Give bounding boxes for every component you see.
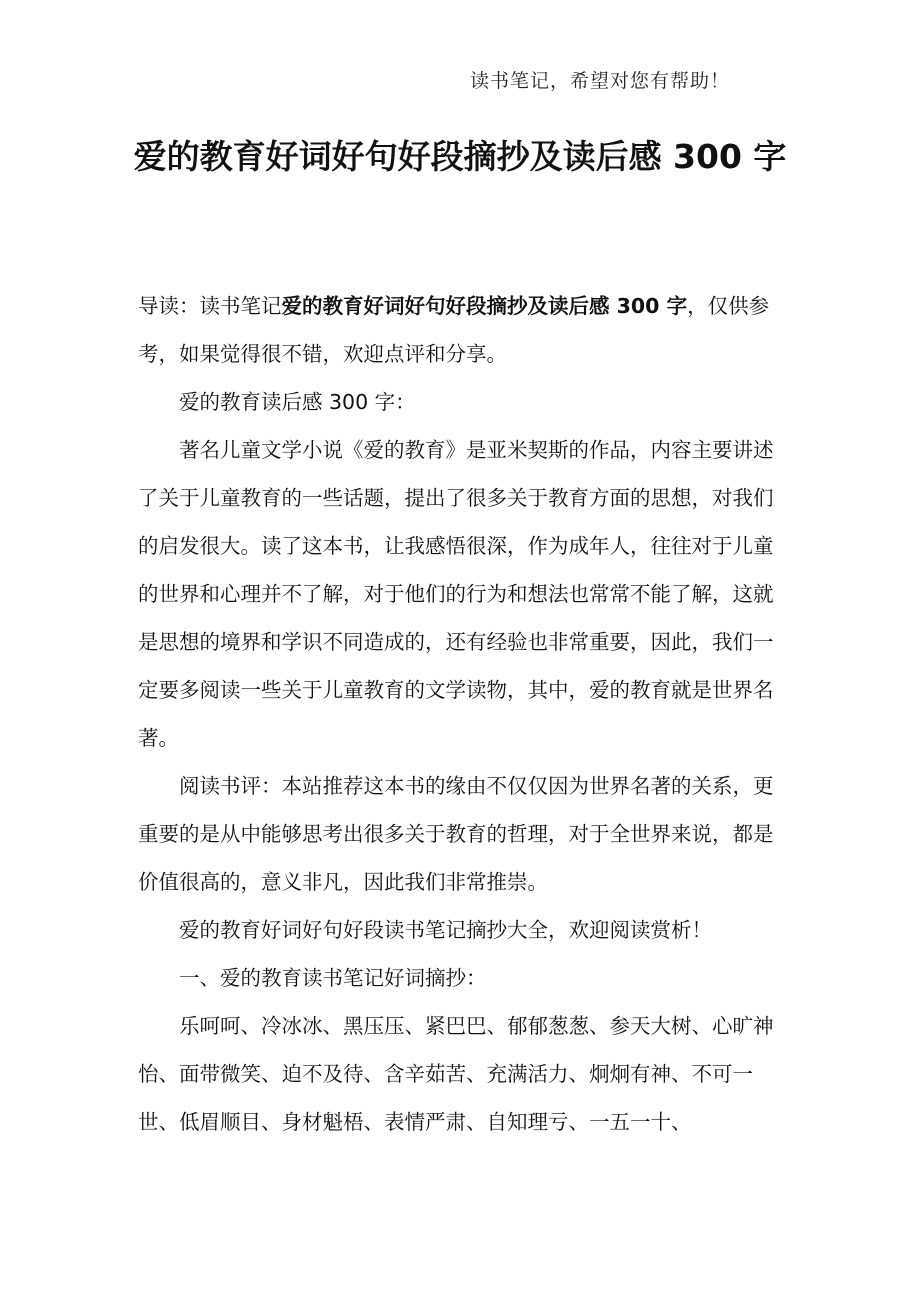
- section-heading-words: 一、爱的教育读书笔记好词摘抄：: [179, 966, 487, 990]
- book-review-paragraph: 阅读书评：本站推荐这本书的缘由不仅仅因为世界名著的关系，更重要的是从中能够思考出很多关于教育的哲理，对于全世界来说，都是价值很高的，意义非凡，因此我们非常推崇。: [138, 774, 774, 894]
- intro-suffix: ，仅供参考，如果觉得很不错，欢迎点评和分享。: [138, 294, 770, 366]
- page-title: 爱的教育好词好句好段摘抄及读后感 300 字: [133, 137, 787, 176]
- intro-bold-title: 爱的教育好词好句好段摘抄及读后感 300 字: [281, 294, 688, 318]
- intro-prefix: 导读：读书笔记: [138, 294, 282, 318]
- review-paragraph: 著名儿童文学小说《爱的教育》是亚米契斯的作品，内容主要讲述了关于儿童教育的一些话题，提出了很多关于教育方面的思想，对我们的启发很大。读了这本书，让我感悟很深，作为成年人，往往对于儿童的世界和心理并不了解，对于他们的行为和想法也常常不能了解，这就是思想的境界和学识不同造成的，还有经验也非常重要，因此，我们一定要多阅读一些关于儿童教育的文学读物，其中，爱的教育就是世界名著。: [138, 438, 774, 750]
- words-list-paragraph: 乐呵呵、冷冰冰、黑压压、紧巴巴、郁郁葱葱、参天大树、心旷神怡、面带微笑、迫不及待、含辛茹苦、充满活力、炯炯有神、不可一世、低眉顺目、身材魁梧、表情严肃、自知理亏、一五一十、: [138, 1014, 774, 1134]
- section-heading-review: 爱的教育读后感 300 字：: [179, 390, 416, 414]
- collection-intro-paragraph: 爱的教育好词好句好段读书笔记摘抄大全，欢迎阅读赏析！: [179, 918, 712, 942]
- header-note: 读书笔记，希望对您有帮助！: [470, 70, 731, 92]
- intro-paragraph: [138, 282, 788, 378]
- document-body: [138, 282, 788, 1146]
